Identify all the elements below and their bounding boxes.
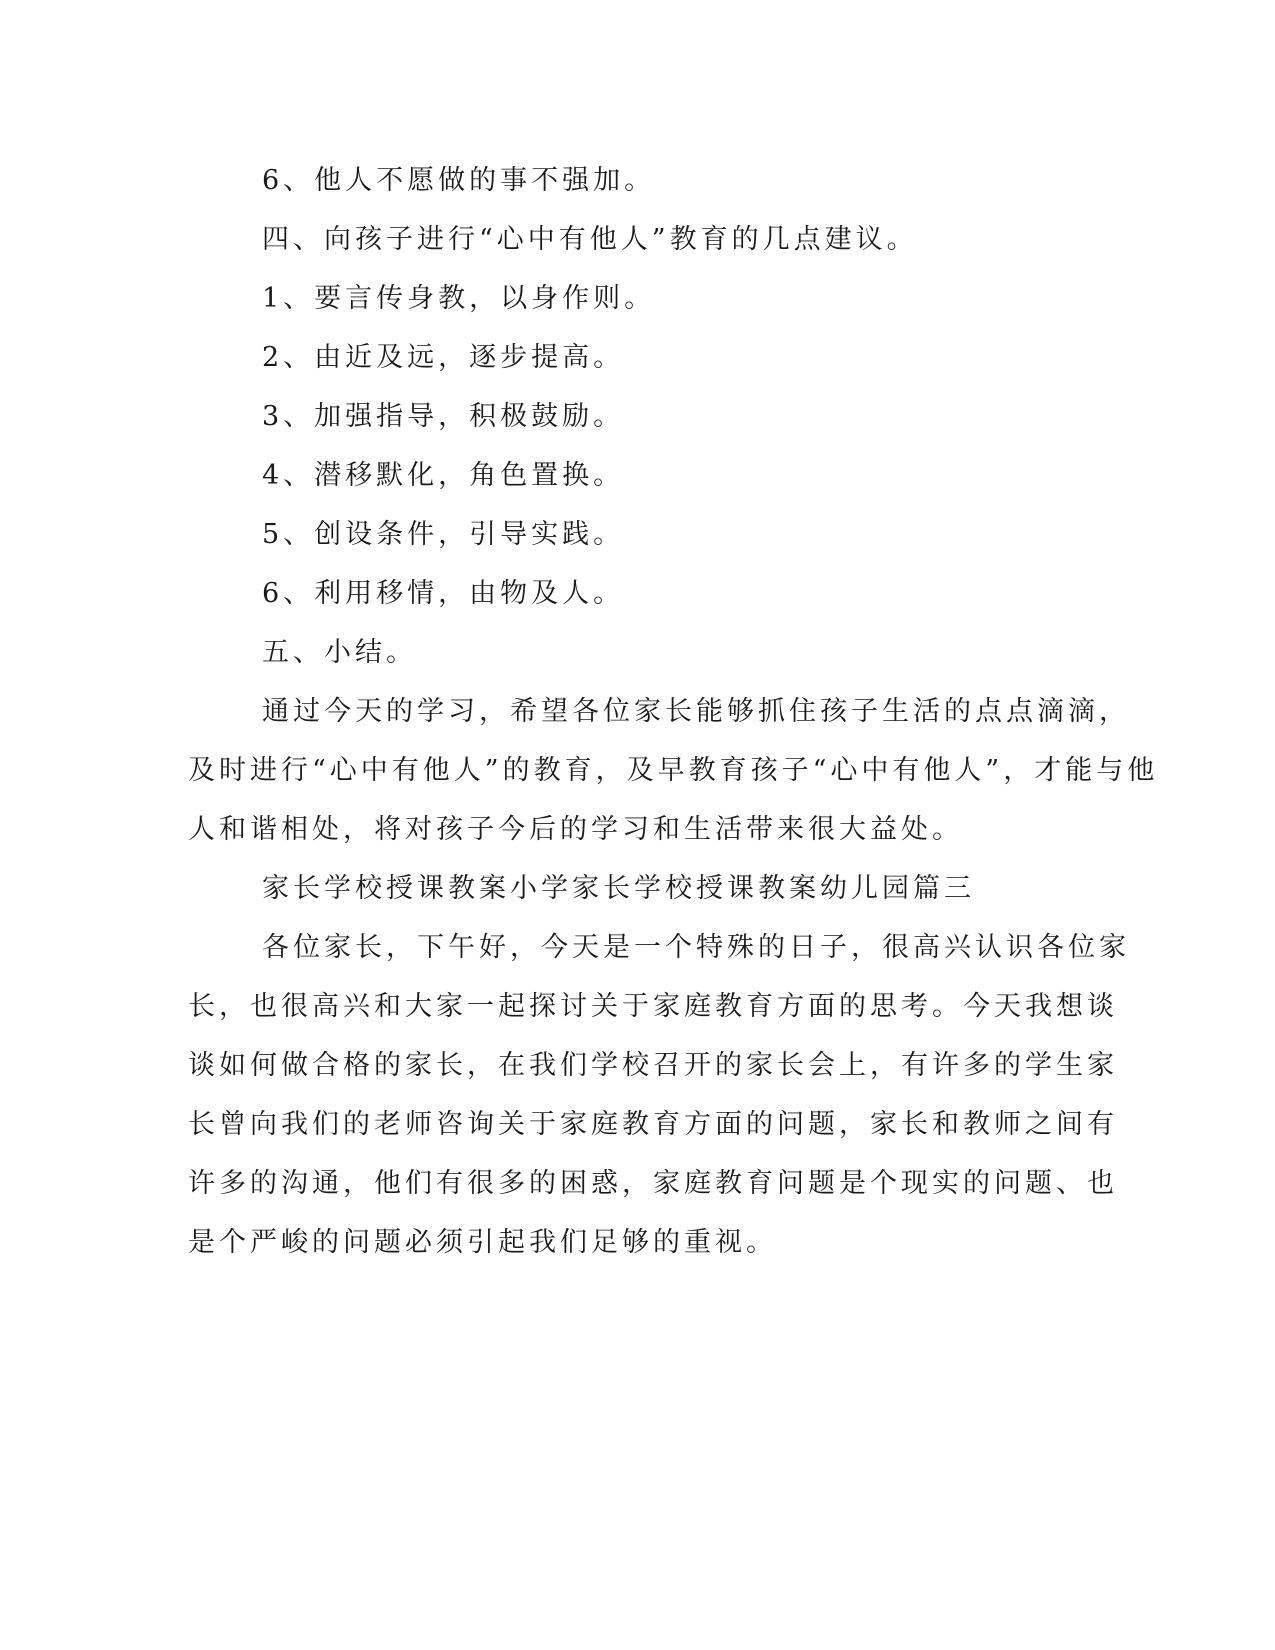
- summary-paragraph-line-1: 通过今天的学习，希望各位家长能够抓住孩子生活的点点滴滴，: [262, 696, 1130, 727]
- body-paragraph-line-6: 是个严峻的问题必须引起我们足够的重视。: [188, 1227, 777, 1258]
- suggestion-item-3: 3、加强指导，积极鼓励。: [262, 401, 625, 432]
- section-heading-5: 五、小结。: [262, 637, 417, 668]
- body-paragraph-line-1: 各位家长，下午好，今天是一个特殊的日子，很高兴认识各位家: [262, 932, 1130, 963]
- summary-paragraph-line-2: 及时进行“心中有他人”的教育，及早教育孩子“心中有他人”，才能与他: [188, 755, 1159, 786]
- suggestion-item-4: 4、潜移默化，角色置换。: [262, 460, 625, 491]
- section-heading-4: 四、向孩子进行“心中有他人”教育的几点建议。: [262, 224, 918, 255]
- summary-paragraph-line-3: 人和谐相处，将对孩子今后的学习和生活带来很大益处。: [188, 814, 963, 845]
- suggestion-item-6: 6、利用移情，由物及人。: [262, 578, 625, 609]
- body-paragraph-line-2: 长，也很高兴和大家一起探讨关于家庭教育方面的思考。今天我想谈: [188, 991, 1118, 1022]
- suggestion-item-2: 2、由近及远，逐步提高。: [262, 342, 625, 373]
- suggestion-item-1: 1、要言传身教，以身作则。: [262, 283, 656, 314]
- body-paragraph-line-4: 长曾向我们的老师咨询关于家庭教育方面的问题，家长和教师之间有: [188, 1109, 1118, 1140]
- article-title: 家长学校授课教案小学家长学校授课教案幼儿园篇三: [262, 873, 975, 904]
- suggestion-item-5: 5、创设条件，引导实践。: [262, 519, 625, 550]
- body-paragraph-line-3: 谈如何做合格的家长，在我们学校召开的家长会上，有许多的学生家: [188, 1050, 1118, 1081]
- body-paragraph-line-5: 许多的沟通，他们有很多的困惑，家庭教育问题是个现实的问题、也: [188, 1168, 1118, 1199]
- list-item-6: 6、他人不愿做的事不强加。: [262, 165, 656, 196]
